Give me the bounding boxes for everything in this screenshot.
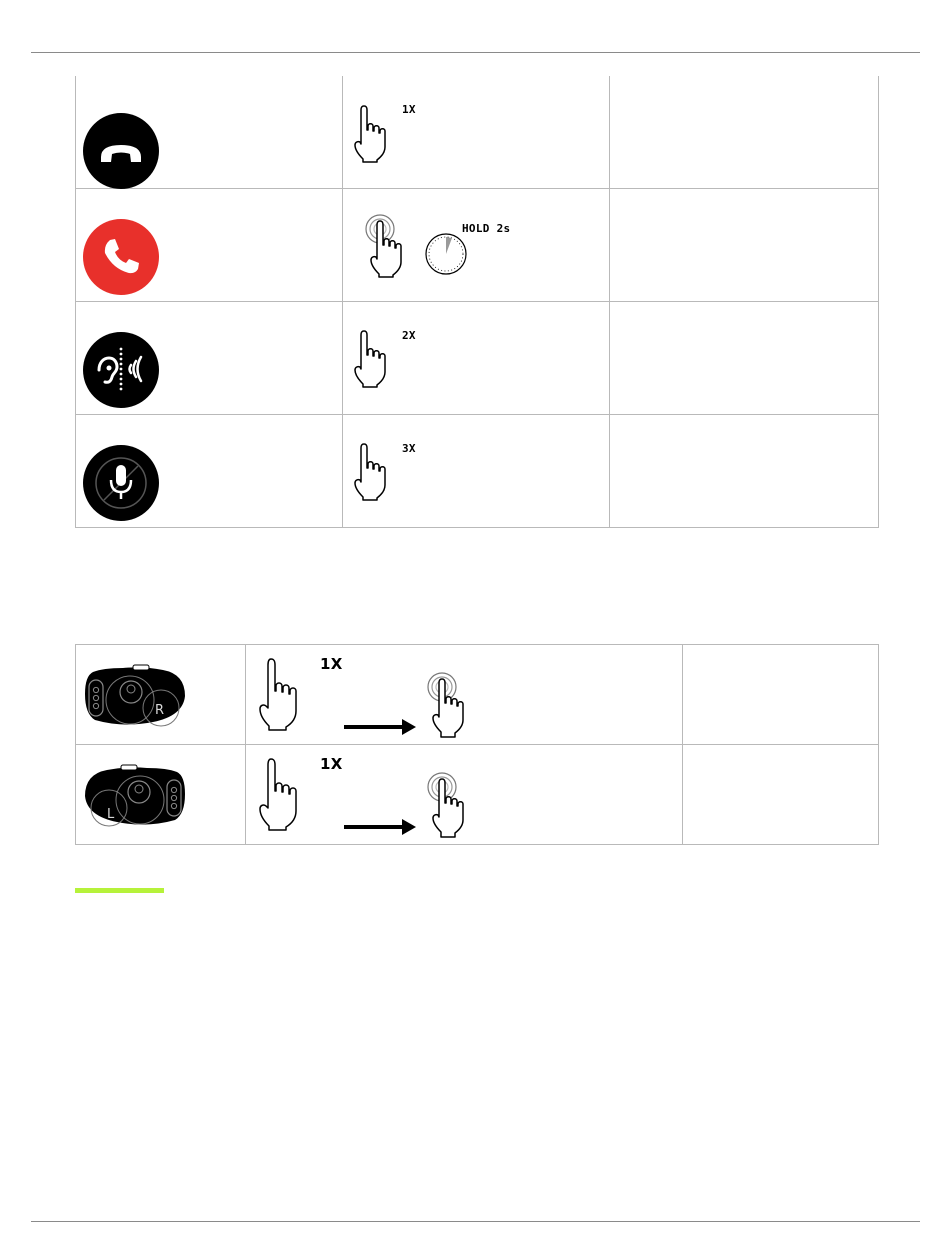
tap-hand-icon: [258, 657, 318, 733]
arrow-right-icon: [344, 717, 418, 737]
press-hand-icon: [426, 671, 476, 739]
table-row: [76, 645, 879, 745]
footer-rule: [31, 1221, 920, 1222]
answer-call-icon: [83, 219, 159, 295]
mic-mute-icon: [83, 445, 159, 521]
table-row: [76, 76, 879, 189]
arrow-right-icon: [344, 817, 418, 837]
tap-hand-icon: [258, 757, 318, 833]
description-cell: [683, 645, 879, 745]
gesture-label: 1X: [402, 103, 416, 116]
tap-hand-icon: [353, 104, 401, 164]
description-cell: [683, 745, 879, 845]
press-hold-hand-icon: [364, 213, 414, 279]
call-controls-table: [75, 76, 879, 528]
right-earbud-icon: [83, 664, 187, 728]
table-row: [76, 189, 879, 302]
description-cell: [610, 415, 879, 528]
end-call-icon: [83, 113, 159, 189]
tap-hand-icon: [353, 442, 401, 502]
tap-hand-icon: [353, 329, 401, 389]
section-accent-bar: [75, 888, 164, 893]
description-cell: [610, 189, 879, 302]
table-row: [76, 302, 879, 415]
description-cell: [610, 76, 879, 189]
table-row: [76, 415, 879, 528]
description-cell: [610, 302, 879, 415]
header-rule: [31, 52, 920, 53]
ambient-hear-through-icon: [83, 332, 159, 408]
hold-timer-icon: [423, 231, 469, 277]
gesture-label: 2X: [402, 329, 416, 342]
gesture-label: 1X: [320, 755, 343, 773]
left-earbud-icon: [83, 764, 187, 828]
table-row: [76, 745, 879, 845]
press-hand-icon: [426, 771, 476, 839]
earbud-letter: R: [155, 703, 165, 718]
gesture-label: 1X: [320, 655, 343, 673]
gesture-label: HOLD 2s: [462, 222, 511, 235]
gesture-label: 3X: [402, 442, 416, 455]
earbud-pairing-table: [75, 644, 879, 845]
earbud-letter: L: [107, 807, 115, 822]
